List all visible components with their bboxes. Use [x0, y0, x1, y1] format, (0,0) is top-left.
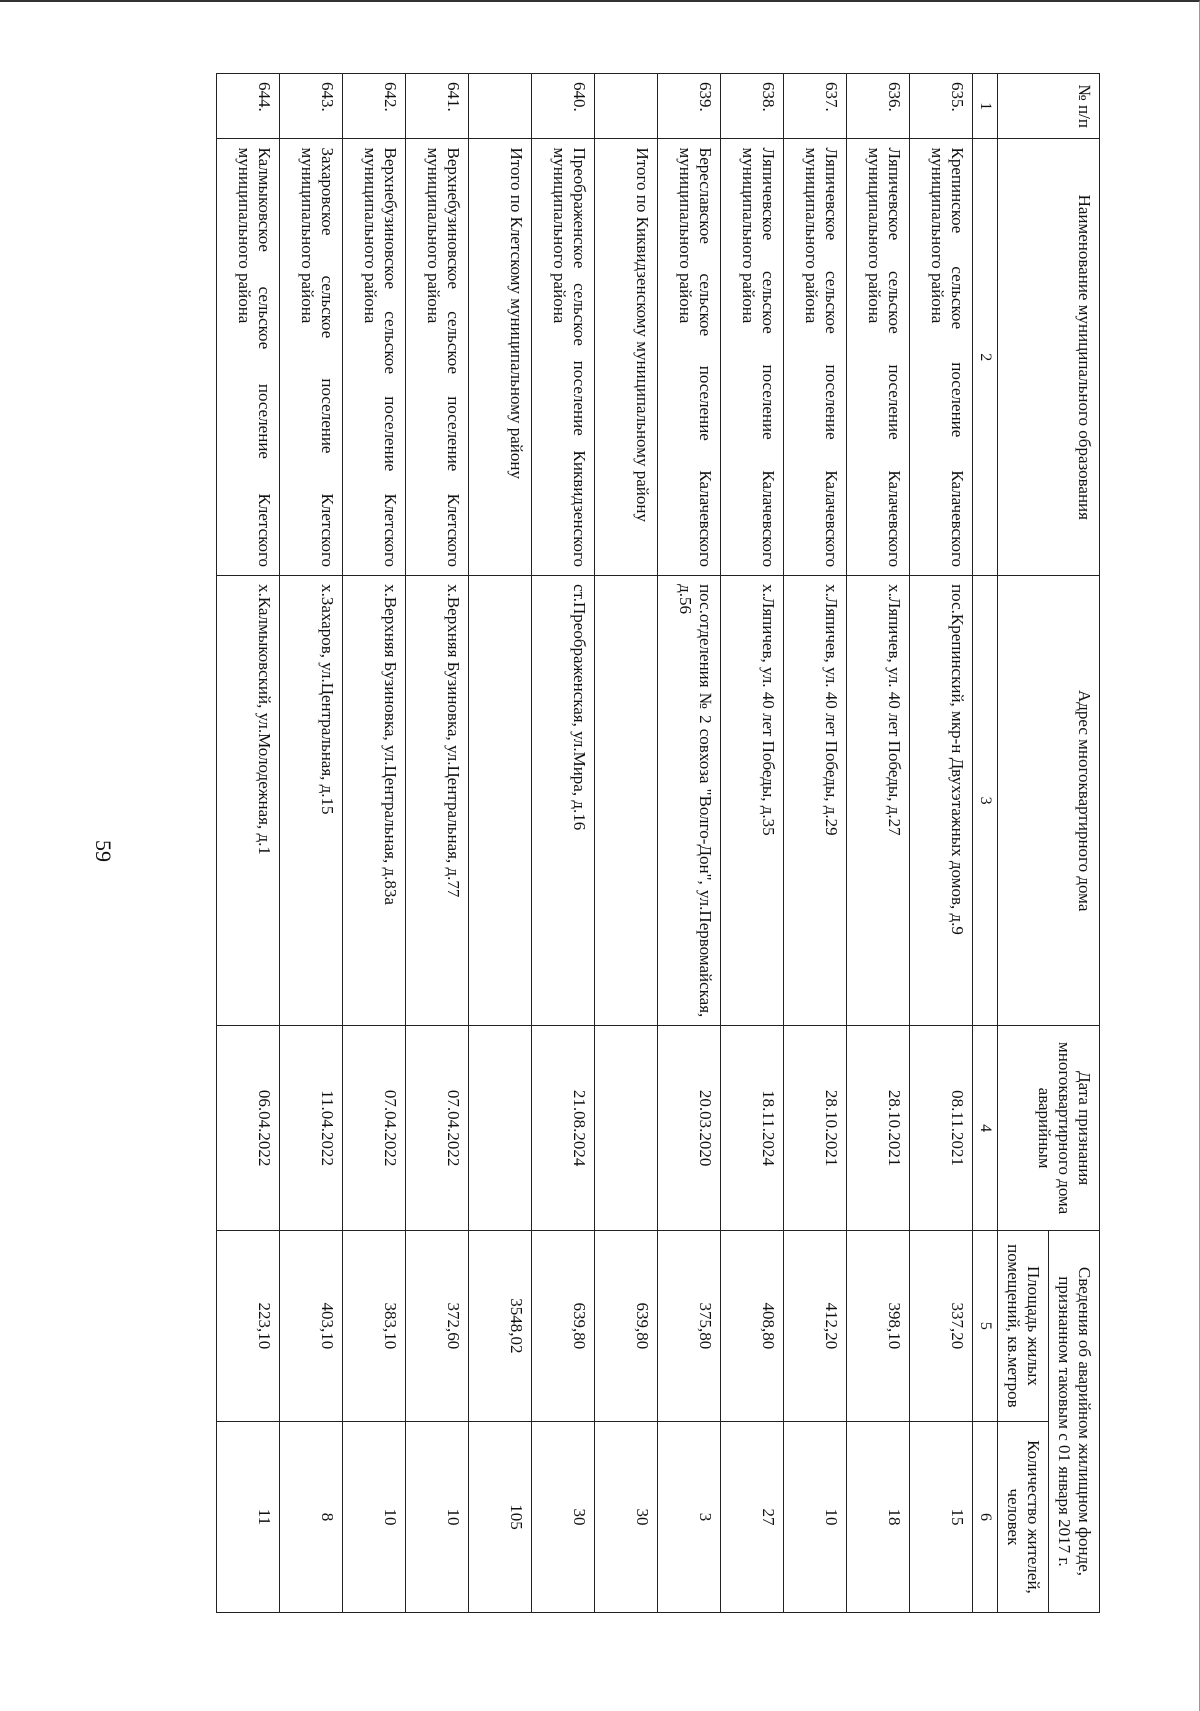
header-municipality: Наименование муниципального образования [998, 139, 1100, 576]
column-index: 6 [973, 1421, 998, 1612]
recognition-date: 20.03.2020 [658, 1026, 721, 1231]
address: пос.Крепинский, мкр-н Двухэтажных домов, д.9 [910, 576, 973, 1026]
living-area: 408,80 [721, 1230, 784, 1421]
municipality-name: Ляпичевское сельское поселение Калачевского муниципального района [847, 139, 910, 576]
row-number: 635. [910, 74, 973, 139]
residents-count: 30 [595, 1421, 658, 1612]
recognition-date: 28.10.2021 [784, 1026, 847, 1231]
residents-count: 11 [217, 1421, 280, 1612]
column-index: 5 [973, 1230, 998, 1421]
residents-count: 10 [784, 1421, 847, 1612]
municipality-name: Верхнебузиновское сельское поселение Клетского муниципального района [406, 139, 469, 576]
living-area: 337,20 [910, 1230, 973, 1421]
municipality-name: Итого по Клетскому муниципальному району [469, 139, 532, 576]
table-row [217, 74, 280, 1613]
column-index: 1 [973, 74, 998, 139]
residents-count: 15 [910, 1421, 973, 1612]
table-row [532, 74, 595, 1613]
table-row [847, 74, 910, 1613]
page-number: 59 [91, 840, 116, 862]
address: ст.Преображенская, ул.Мира, д.16 [532, 576, 595, 1026]
header-number: № п/п [998, 74, 1100, 139]
row-number: 639. [658, 74, 721, 139]
rotated-table-container [160, 73, 1100, 1613]
row-number: 636. [847, 74, 910, 139]
recognition-date: 07.04.2022 [406, 1026, 469, 1231]
table-body [217, 74, 973, 1613]
address [469, 576, 532, 1026]
living-area: 639,80 [532, 1230, 595, 1421]
living-area: 383,10 [343, 1230, 406, 1421]
row-number: 642. [343, 74, 406, 139]
recognition-date: 21.08.2024 [532, 1026, 595, 1231]
address: х.Ляпичев, ул. 40 лет Победы, д.35 [721, 576, 784, 1026]
header-area: Площадь жилых помещений, кв.метров [998, 1230, 1049, 1421]
column-index: 3 [973, 576, 998, 1026]
address: пос.отделения № 2 совхоза "Волго-Дон", ул.Первомайская, д.56 [658, 576, 721, 1026]
header-date: Дата признания многоквартирного дома аварийным [998, 1026, 1100, 1231]
recognition-date: 07.04.2022 [343, 1026, 406, 1231]
column-index: 2 [973, 139, 998, 576]
residents-count: 30 [532, 1421, 595, 1612]
living-area: 412,20 [784, 1230, 847, 1421]
header-residents: Количество жителей, человек [998, 1421, 1049, 1612]
living-area: 403,10 [280, 1230, 343, 1421]
emergency-housing-table [216, 73, 1100, 1613]
row-number [595, 74, 658, 139]
table-row [658, 74, 721, 1613]
municipality-name: Ляпичевское сельское поселение Калачевского муниципального района [784, 139, 847, 576]
total-row [595, 74, 658, 1613]
living-area: 223,10 [217, 1230, 280, 1421]
recognition-date: 28.10.2021 [847, 1026, 910, 1231]
row-number: 637. [784, 74, 847, 139]
total-row [469, 74, 532, 1613]
address: х.Ляпичев, ул. 40 лет Победы, д.29 [784, 576, 847, 1026]
recognition-date: 11.04.2022 [280, 1026, 343, 1231]
row-number: 638. [721, 74, 784, 139]
recognition-date: 08.11.2021 [910, 1026, 973, 1231]
municipality-name: Верхнебузиновское сельское поселение Клетского муниципального района [343, 139, 406, 576]
living-area: 398,10 [847, 1230, 910, 1421]
recognition-date: 18.11.2024 [721, 1026, 784, 1231]
address [595, 576, 658, 1026]
municipality-name: Ляпичевское сельское поселение Калачевского муниципального района [721, 139, 784, 576]
header-row-1 [1049, 74, 1100, 1613]
table-row [721, 74, 784, 1613]
column-index-row [973, 74, 998, 1613]
living-area: 372,60 [406, 1230, 469, 1421]
table-row [343, 74, 406, 1613]
residents-count: 105 [469, 1421, 532, 1612]
address: х.Верхняя Бузиновка, ул.Центральная, д.83а [343, 576, 406, 1026]
living-area: 375,80 [658, 1230, 721, 1421]
table-row [406, 74, 469, 1613]
municipality-name: Преображенское сельское поселение Киквидзенского муниципального района [532, 139, 595, 576]
table-row [910, 74, 973, 1613]
recognition-date [595, 1026, 658, 1231]
municipality-name: Итого по Киквидзенскому муниципальному району [595, 139, 658, 576]
municipality-name: Береславское сельское поселение Калачевского муниципального района [658, 139, 721, 576]
address: х.Калмыковский, ул.Молодежная, д.1 [217, 576, 280, 1026]
living-area: 639,80 [595, 1230, 658, 1421]
residents-count: 3 [658, 1421, 721, 1612]
table-row [280, 74, 343, 1613]
residents-count: 18 [847, 1421, 910, 1612]
residents-count: 27 [721, 1421, 784, 1612]
recognition-date [469, 1026, 532, 1231]
table-row [784, 74, 847, 1613]
address: х.Верхняя Бузиновка, ул.Центральная, д.77 [406, 576, 469, 1026]
column-index: 4 [973, 1026, 998, 1231]
row-number: 643. [280, 74, 343, 139]
address: х.Ляпичев, ул. 40 лет Победы, д.27 [847, 576, 910, 1026]
recognition-date: 06.04.2022 [217, 1026, 280, 1231]
living-area: 3548,02 [469, 1230, 532, 1421]
residents-count: 10 [343, 1421, 406, 1612]
municipality-name: Захаровское сельское поселение Клетского муниципального района [280, 139, 343, 576]
residents-count: 8 [280, 1421, 343, 1612]
header-group-info: Сведения об аварийном жилищном фонде, признанном таковым с 01 января 2017 г. [1049, 1230, 1100, 1612]
municipality-name: Крепинское сельское поселение Калачевского муниципального района [910, 139, 973, 576]
row-number: 644. [217, 74, 280, 139]
row-number: 640. [532, 74, 595, 139]
header-address: Адрес многоквартирного дома [998, 576, 1100, 1026]
row-number [469, 74, 532, 139]
municipality-name: Калмыковское сельское поселение Клетского муниципального района [217, 139, 280, 576]
address: х.Захаров, ул.Центральная, д.15 [280, 576, 343, 1026]
residents-count: 10 [406, 1421, 469, 1612]
row-number: 641. [406, 74, 469, 139]
